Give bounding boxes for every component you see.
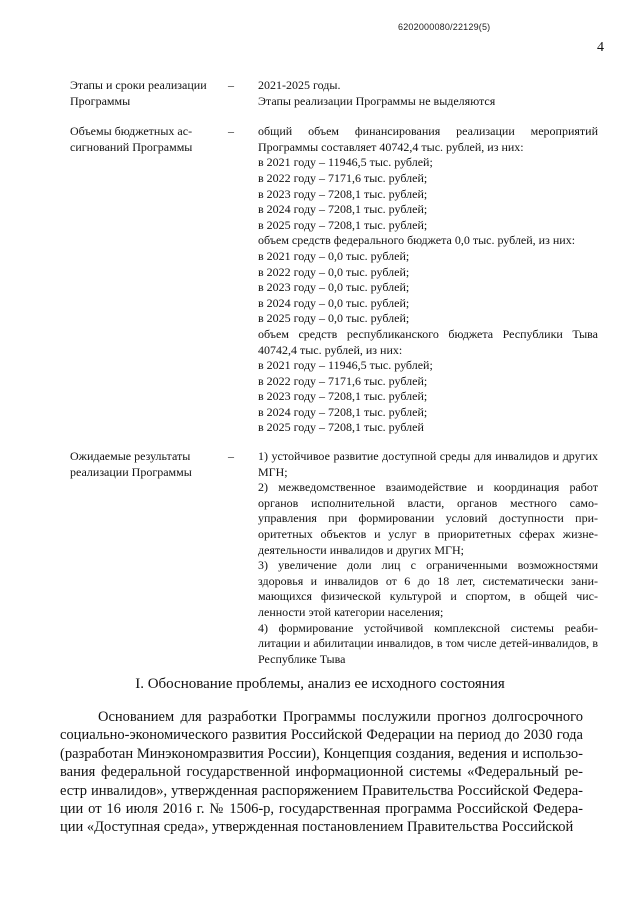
- result-item: 3) увеличение доли лиц с ограниченными возможностями здоровья и инвалидов от 6 до 18 лет, систематически зани-мающихся физической культурой и спортом, в общей чис-ленности этой категории населения;: [258, 558, 598, 619]
- text-line: в 2024 году – 0,0 тыс. рублей;: [258, 295, 410, 310]
- body-paragraph: Основанием для разработки Программы послужили прогноз долгосрочного социально-экономического развития Российской Федерации на период до 2030 года (разработан Минэкономразвития России), Концепция создания, ведения и использо-вания федеральной государственной информационной системы «Федеральный ре-естр инвалидов», утвержденная распоряжением Правительства Российской Федера-ции от 16 июля 2016 г. № 1506-р, государственная программа Российской Федера-ции «Доступная среда», утвержденная постановлением Правительства Российской: [60, 709, 583, 836]
- text-line: в 2023 году – 7208,1 тыс. рублей;: [258, 186, 428, 201]
- document-id: 6202000080/22129(5): [398, 22, 491, 32]
- passport-value-budget: [258, 124, 598, 436]
- text-line: в 2025 году – 0,0 тыс. рублей;: [258, 311, 410, 326]
- passport-label-budget: Объемы бюджетных ас-сигнований Программы: [70, 124, 193, 154]
- program-passport-table: [70, 78, 598, 667]
- passport-label-results: Ожидаемые результаты реализации Программы: [70, 449, 192, 479]
- text-line: объем средств федерального бюджета 0,0 тыс. рублей, из них:: [258, 233, 576, 248]
- text-line: 2021-2025 годы.: [258, 78, 341, 92]
- passport-row-stages: [70, 78, 598, 109]
- passport-dash: –: [228, 449, 234, 464]
- text-line: Этапы реализации Программы не выделяются: [258, 93, 496, 108]
- text-line: в 2023 году – 7208,1 тыс. рублей;: [258, 389, 428, 404]
- text-line: в 2023 году – 0,0 тыс. рублей;: [258, 280, 410, 295]
- text-line: в 2021 году – 11946,5 тыс. рублей;: [258, 358, 433, 373]
- text-line: в 2022 году – 7171,6 тыс. рублей;: [258, 373, 428, 388]
- result-item: 4) формирование устойчивой комплексной системы реаби-литации и абилитации инвалидов, в том числе детей-инвалидов, в Республике Тыва: [258, 620, 598, 666]
- text-line: в 2022 году – 0,0 тыс. рублей;: [258, 264, 410, 279]
- text-line: в 2022 году – 7171,6 тыс. рублей;: [258, 170, 428, 185]
- passport-row-results: [70, 449, 598, 667]
- text-line: объем средств республиканского бюджета Республики Тыва 40742,4 тыс. рублей, из них:: [258, 326, 598, 357]
- passport-label-stages: Этапы и сроки реализации Программы: [70, 78, 207, 108]
- text-line: в 2025 году – 7208,1 тыс. рублей;: [258, 217, 428, 232]
- text-line: в 2021 году – 0,0 тыс. рублей;: [258, 248, 410, 263]
- passport-value-results: [258, 449, 598, 667]
- text-line: в 2024 году – 7208,1 тыс. рублей;: [258, 202, 428, 217]
- page-number: 4: [597, 40, 604, 55]
- result-item: 2) межведомственное взаимодействие и координация работ органов исполнительной власти, органов местного само-управления при формировании условий доступности при-оритетных объектов и услуг в приоритетных сферах жизне-деятельности инвалидов и других МГН;: [258, 480, 598, 557]
- text-line: в 2024 году – 7208,1 тыс. рублей;: [258, 404, 428, 419]
- text-line: в 2025 году – 7208,1 тыс. рублей: [258, 420, 424, 435]
- passport-dash: –: [228, 124, 234, 139]
- section-heading: I. Обоснование проблемы, анализ ее исходного состояния: [135, 676, 505, 692]
- result-item: 1) устойчивое развитие доступной среды для инвалидов и других МГН;: [258, 449, 598, 479]
- text-line: в 2021 году – 11946,5 тыс. рублей;: [258, 155, 433, 170]
- passport-row-budget: [70, 124, 598, 436]
- text-line: общий объем финансирования реализации мероприятий Программы составляет 40742,4 тыс. рублей, из них:: [258, 124, 598, 154]
- passport-dash: –: [228, 78, 234, 92]
- passport-value-stages: [258, 78, 598, 109]
